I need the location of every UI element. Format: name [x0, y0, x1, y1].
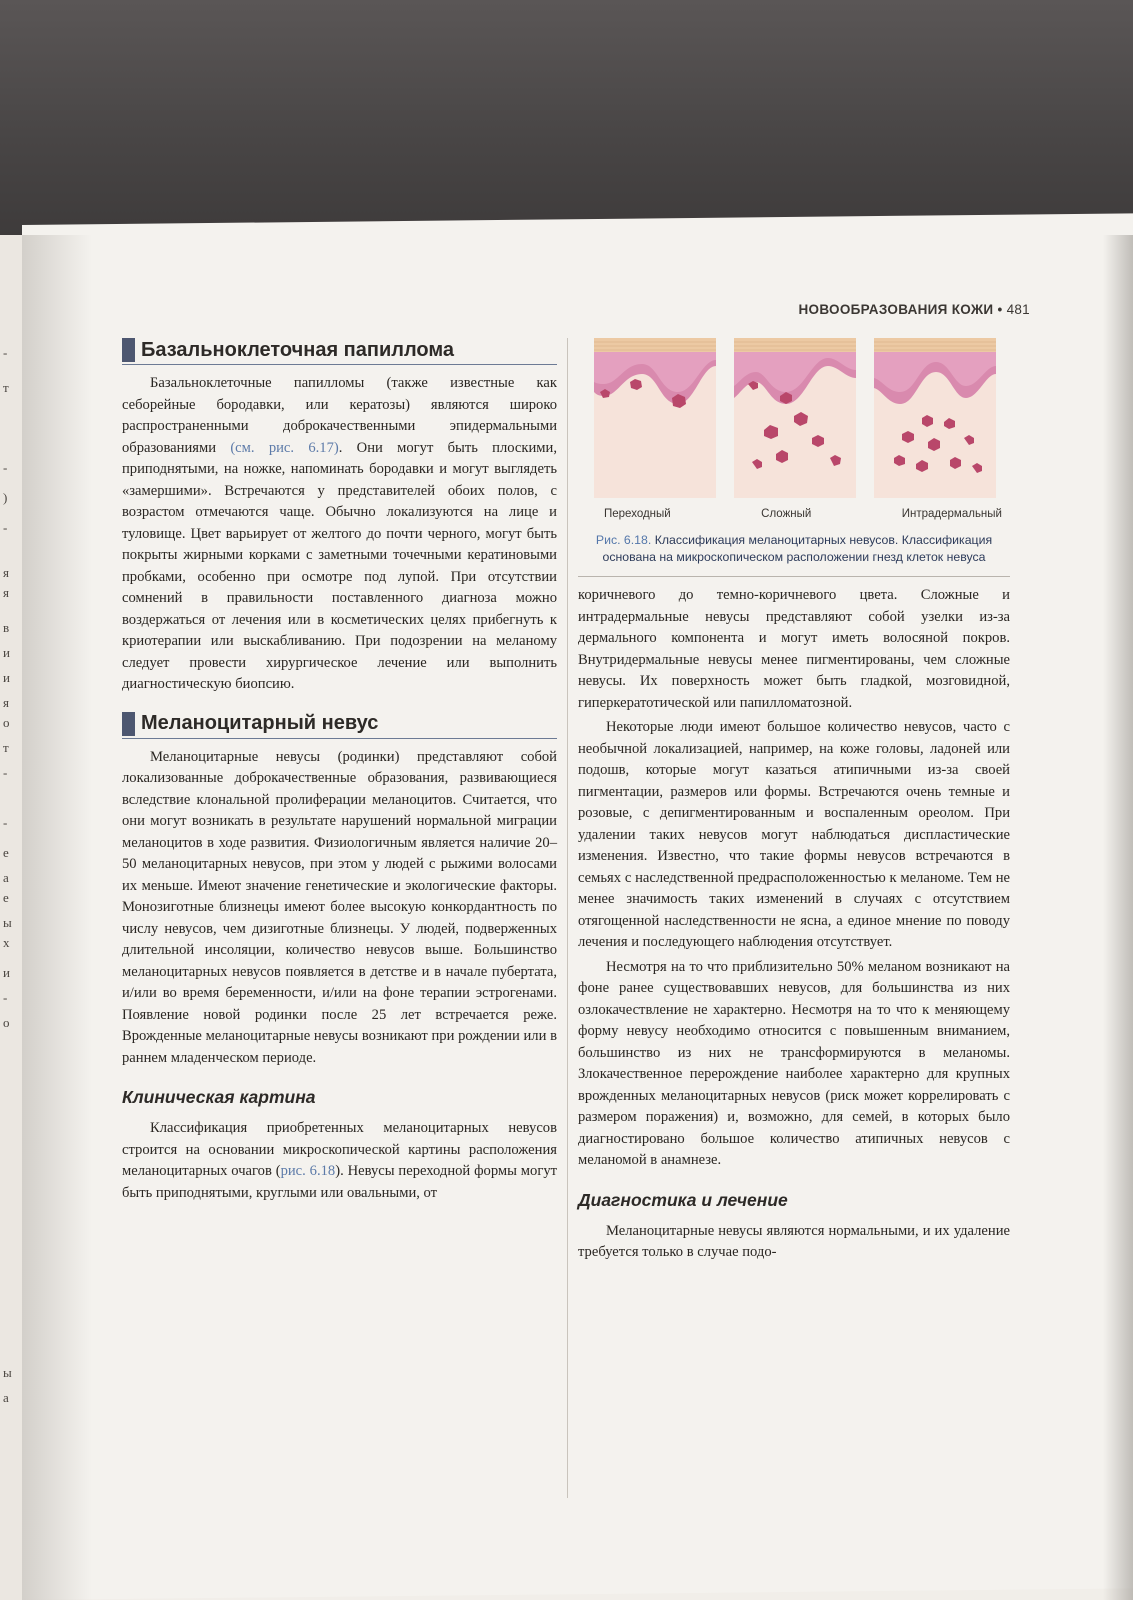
label-intradermal: Интрадермальный: [901, 508, 1002, 520]
paragraph: Некоторые люди имеют большое количество невусов, часто с необычной локализацией, например, на коже головы, ладоней или подошв, которые могут казаться атипичными из-за своей пигментации, размеров или формы. Встречаются очень темные и розовые, с депигментированным и воспаленным ореолом. При удалении таких невусов могут наблюдаться диспластические изменения. Известно, что такие формы невусов встречаются в семьях с наследственной предрасположенностью к меланоме. Тем не менее значимость таких изменений в случаях с отсутствием отягощенной наследственности не ясна, а единое мнение по поводу лечения и последующего наблюдения отсутствует.: [578, 719, 1010, 950]
margin-fragment: -: [3, 815, 8, 830]
margin-fragment: -: [3, 520, 8, 535]
paragraph: Несмотря на то что приблизительно 50% меланом возникают на фоне ранее существовавших невусов, для большинства из них озлокачествление не характерно. Несмотря на то что к меняющему форму невусу необходимо относится с повышенным вниманием, большинство из них не трансформируются в меланомы. Злокачественное перерождение наиболее характерно для крупных врожденных меланоцитарных невусов (риск может коррелировать с размером поражения) и, возможно, для семей, в которых было диагностировано большое количество атипичных невусов с меланомой в анамнезе.: [578, 958, 1010, 1168]
section-title: Базальноклеточная папиллома: [141, 338, 455, 361]
label-compound: Сложный: [761, 508, 812, 520]
margin-fragment: -: [3, 990, 8, 1005]
scan-dark-border: [0, 0, 1133, 235]
margin-fragment: т: [3, 380, 9, 395]
junctional-nevus-illustration: [594, 338, 716, 498]
margin-fragment: а: [3, 1390, 9, 1405]
figure-reference-link[interactable]: (см. рис. 6.17): [230, 439, 339, 456]
figure-labels: [578, 508, 1010, 520]
margin-fragment: -: [3, 345, 8, 360]
subsection-title: Клиническая картина: [122, 1087, 316, 1107]
paragraph: Классификация приобретенных меланоцитарных невусов строится на основании микроскопической картины расположения меланоцитарных очагов (рис. 6.18). Невусы переходной формы могут быть приподнятыми, круглыми или овальными, от: [122, 1120, 558, 1201]
heading-bar-icon: [122, 712, 135, 736]
column-divider: [567, 338, 568, 1498]
margin-fragment: ы: [3, 915, 12, 930]
heading-bar-icon: [122, 338, 135, 362]
margin-fragment: о: [3, 715, 10, 730]
binding-shadow: [22, 235, 92, 1600]
panel-compound: [734, 338, 856, 498]
subsection-title: Диагностика и лечение: [578, 1189, 788, 1210]
panel-junctional: [594, 338, 716, 498]
header-separator: •: [997, 302, 1003, 317]
margin-fragment: в: [3, 620, 10, 635]
margin-fragment: а: [3, 870, 9, 885]
paragraph: Меланоцитарные невусы (родинки) представляют собой локализованные доброкачественные образования, развивающиеся вследствие клональной пролиферации меланоцитов. Считается, что они могут возникать в результате нарушений нормальной миграции меланоцитов в ходе развития. Физиологичным является наличие 20–50 меланоцитарных невусов, при этом у людей с рыжими волосами их меньше. Имеют значение генетические и экологические факторы. Монозиготные близнецы имеют более высокую конкордантность по числу невусов, чем дизиготные близнецы. У людей, подверженных длительной инсоляции, количество невусов выше. Большинство меланоцитарных невусов появляется в детстве и в начале пубертата, и/или во время беременности, и/или на фоне терапии эстрогенами. Появление новой родинки после 25 лет встречается реже. Врожденные меланоцитарные невусы возникают при рождении или в раннем младенческом периоде.: [122, 748, 557, 1066]
running-header: [740, 302, 1030, 317]
page-edge-shadow: [1103, 235, 1133, 1600]
section-heading-basal-papilloma: [122, 338, 557, 365]
margin-fragment: -: [3, 460, 8, 475]
margin-fragment: е: [3, 845, 9, 860]
left-column: [122, 338, 557, 1207]
intradermal-nevus-illustration: [874, 338, 996, 498]
margin-fragment: ы: [3, 1365, 12, 1380]
paragraph-continued: коричневого до темно-коричневого цвета. Сложные и интрадермальные невусы представляют собой узелки из-за дермального компонента и могут иметь волосяной покров. Внутридермальные невусы менее пигментированы, чем сложные невусы. Их поверхность может быть гладкой, мозговидной, гиперкератотической или папилломатозной.: [578, 587, 1010, 711]
margin-fragment: я: [3, 565, 9, 580]
running-title: НОВООБРАЗОВАНИЯ КОЖИ: [798, 302, 994, 317]
section-title: Меланоцитарный невус: [141, 712, 379, 734]
label-junctional: Переходный: [604, 508, 671, 520]
previous-page-edge: [0, 235, 23, 1600]
right-column: [578, 338, 1010, 1267]
compound-nevus-illustration: [734, 338, 856, 498]
paragraph: Меланоцитарные невусы являются нормальными, и их удаление требуется только в случае подо-: [578, 1222, 1010, 1260]
margin-fragment: х: [3, 935, 10, 950]
caption-text: Классификация меланоцитарных невусов. Классификация основана на микроскопическом расположении гнезд клеток невуса: [602, 533, 993, 564]
figure-rule: [578, 576, 1010, 577]
figure-panels: [578, 338, 1010, 498]
margin-fragment: и: [3, 670, 10, 685]
page-number: 481: [1006, 302, 1030, 317]
figure-6-18: [578, 338, 1010, 577]
margin-fragment: и: [3, 965, 10, 980]
figure-caption: [578, 532, 1010, 566]
margin-fragment: т: [3, 740, 9, 755]
margin-fragment: е: [3, 890, 9, 905]
figure-reference-link[interactable]: рис. 6.18: [280, 1163, 336, 1179]
panel-intradermal: [874, 338, 996, 498]
margin-fragment: ): [3, 490, 8, 505]
margin-fragment: я: [3, 585, 9, 600]
margin-fragment: я: [3, 695, 9, 710]
margin-fragment: о: [3, 1015, 10, 1030]
margin-fragment: -: [3, 765, 8, 780]
caption-label: Рис. 6.18.: [595, 533, 652, 547]
paragraph: Базальноклеточные папилломы (также известные как себорейные бородавки, или кератозы) являются широко распространенными доброкачественными эпидермальными образованиями (см. рис. 6.17). Они могут быть плоскими, приподнятыми, на ножке, напоминать бородавки и могут выглядеть «замершими». Встречаются у представителей обоих полов, с возрастом отмечаются чаще. Обычно локализуются на лице и туловище. Цвет варьирует от желтого до почти черного, могут быть покрыты жирными корками с заметными точечными кератиновыми пробками, особенно при осмотре под лупой. При отсутствии сомнений в правильности поставленного диагноза можно воздержаться от лечения или в косметических целях прибегнуть к криотерапии или выскабливанию. При подозрении на меланому следует провести хирургическое лечение или выполнить диагностическую биопсию.: [122, 375, 557, 692]
margin-fragment: и: [3, 645, 10, 660]
section-heading-melanocytic-nevus: [122, 712, 557, 739]
